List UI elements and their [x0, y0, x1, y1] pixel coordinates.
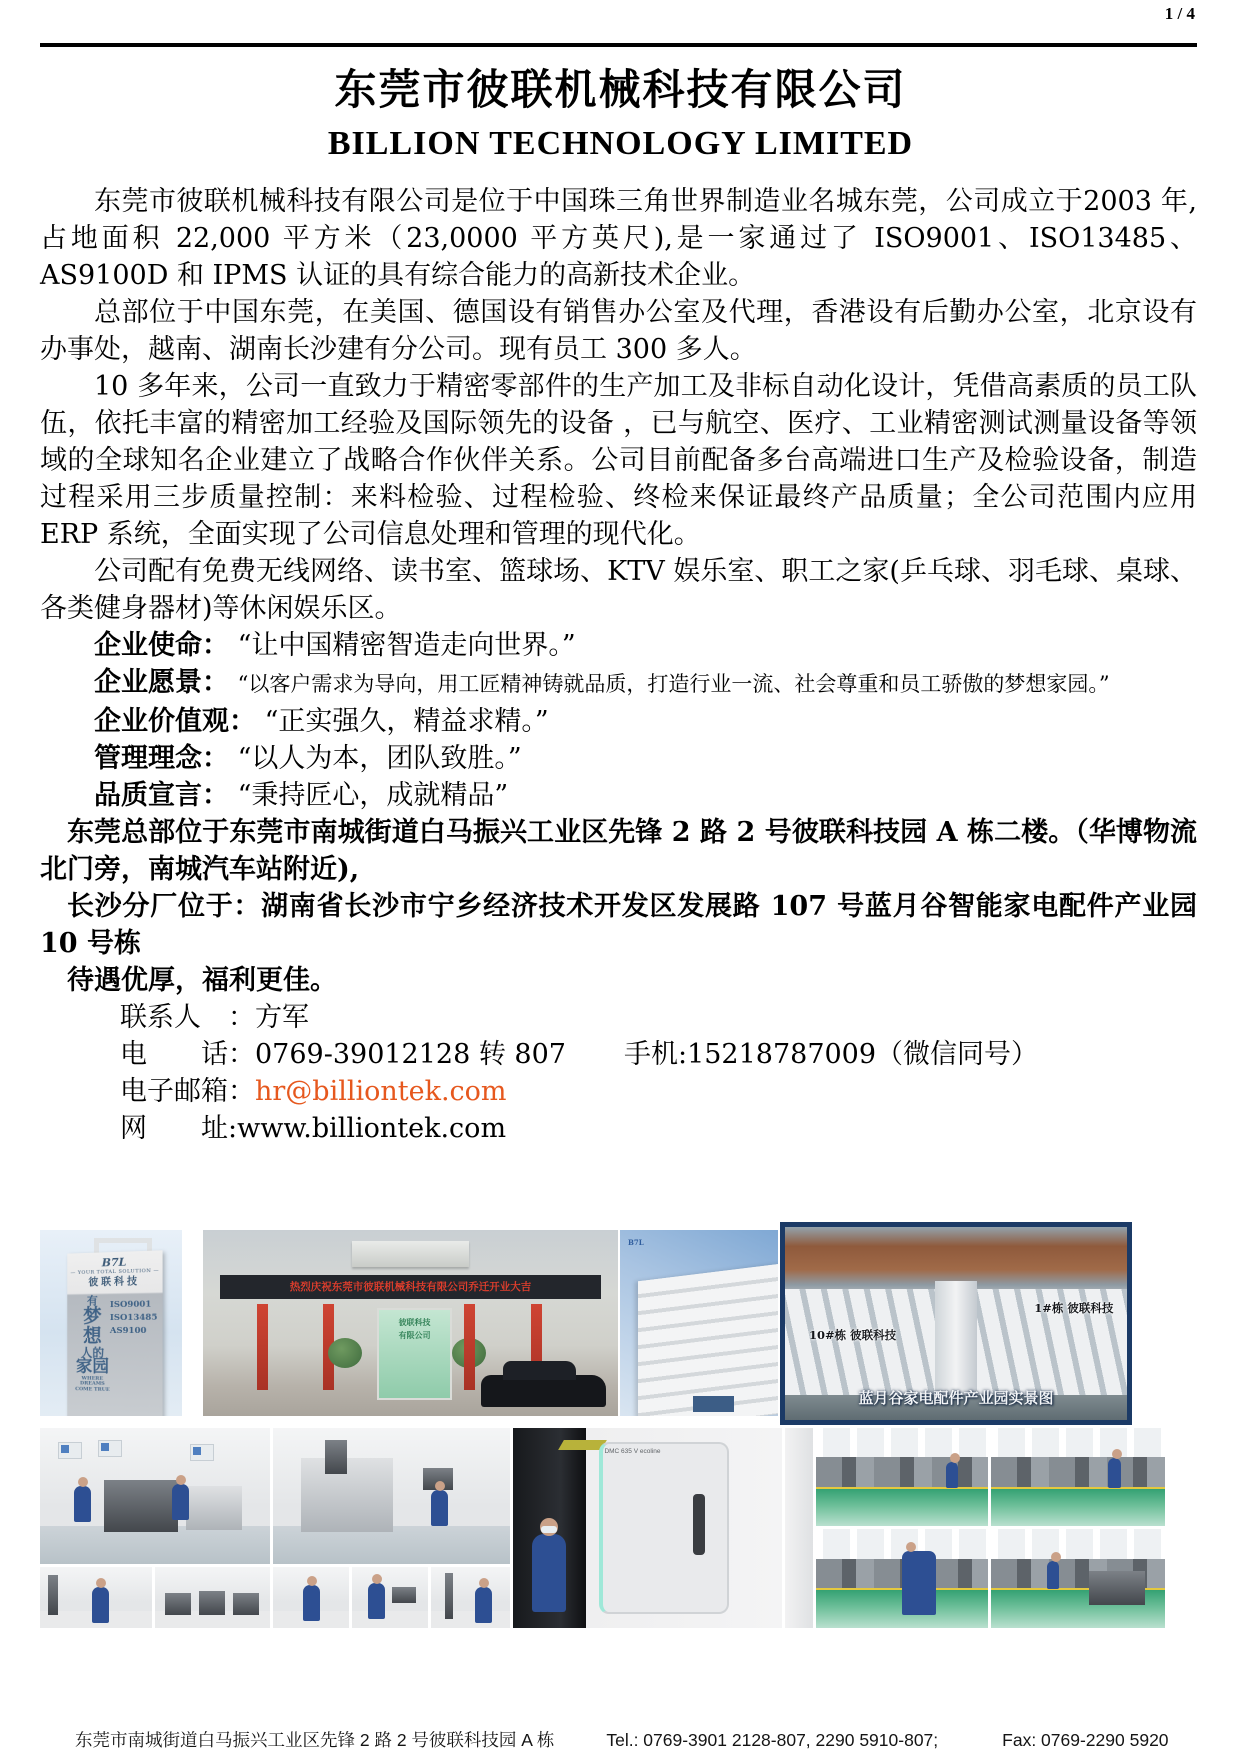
photo-factory-floor-2 [991, 1428, 1165, 1526]
vision-quote: “以客户需求为导向，用工匠精神铸就品质，打造行业一流、社会尊重和员工骄傲的梦想家园。” [237, 672, 1110, 696]
cert-iso9001: ISO9001 [109, 1299, 152, 1311]
wall-poster [58, 1442, 82, 1459]
worker-figure [902, 1551, 936, 1615]
intro-paragraph-2: 总部位于中国东莞，在美国、德国设有销售办公室及代理，香港设有后勤办公室，北京设有办事处，越南、湖南长沙建有分公司。现有员工 300 多人。 [40, 297, 1197, 365]
worker-figure [431, 1490, 448, 1526]
gate-entrance [377, 1308, 452, 1400]
gate-door-text-2: 有限公司 [398, 1329, 431, 1340]
red-banner-strip [257, 1304, 268, 1390]
camera-column [325, 1440, 347, 1474]
sign-word-1: 有 [86, 1294, 98, 1308]
photo-height-gauge [431, 1567, 510, 1628]
worker-figure [368, 1583, 385, 1619]
contact-email-label: 电子邮箱： [120, 1076, 255, 1107]
aerial-center-building [935, 1281, 976, 1401]
photo-probe-work [273, 1567, 349, 1628]
intro-paragraph-4: 公司配有免费无线网络、读书室、篮球场、KTV 娱乐室、职工之家(乒乓球、羽毛球、桌球、各类健身器材)等休闲娱乐区。 [40, 556, 1197, 624]
sign-word-4: 家园 [75, 1356, 110, 1378]
tree [328, 1338, 362, 1368]
contact-web-value: www.billiontek.com [237, 1113, 507, 1144]
sign-brand: 彼联科技 [88, 1276, 141, 1289]
contact-email-line [120, 1073, 1197, 1110]
factory-ceiling [991, 1428, 1165, 1457]
cnc-machine [1089, 1571, 1145, 1605]
machine-row [816, 1457, 988, 1488]
contact-block [120, 999, 1197, 1147]
sign-certifications [110, 1294, 157, 1393]
aerial-label-building1: 1#栋 彼联科技 [1034, 1301, 1114, 1316]
values-line [40, 703, 1197, 740]
photo-factory-gate [203, 1230, 618, 1416]
worker-figure [1047, 1561, 1059, 1589]
b7l-logo: B7L [101, 1255, 127, 1270]
worker-figure [74, 1486, 91, 1522]
contact-phone-line [120, 1036, 1197, 1073]
quality-label: 品质宣言： [94, 780, 229, 811]
document-body [0, 183, 1241, 1197]
green-floor [816, 1487, 988, 1526]
green-floor [991, 1487, 1165, 1526]
photo-row-campus [0, 1222, 1241, 1425]
machine-model-label: DMC 635 V ecoline [604, 1448, 661, 1455]
company-title-cn: 东莞市彼联机械科技有限公司 [334, 65, 907, 114]
page-footer [75, 1727, 1205, 1752]
sign-top-text [67, 1250, 162, 1290]
photo-row-workshop [0, 1428, 1241, 1628]
contact-web-line [120, 1110, 1197, 1147]
building-entrance [693, 1396, 734, 1412]
sign-dream-text [75, 1295, 110, 1392]
worker-figure [475, 1587, 492, 1623]
wall-poster [98, 1440, 122, 1457]
mission-label: 企业使命： [94, 630, 229, 661]
email-link[interactable]: hr@billiontek.com [255, 1076, 507, 1107]
sign-tagline: — YOUR TOTAL SOLUTION — [70, 1267, 160, 1277]
intro-paragraph-3: 10 多年来，公司一直致力于精密零部件的生产加工及非标自动化设计，凭借高素质的员工队伍，依托丰富的精密加工经验及国际领先的设备 ，已与航空、医疗、工业精密测试测量设备等领域的全球知名企业建立了战略合作伙伴关系。公司目前配备多台高端进口生产及检验设备，制造过程采用三步质量控制：来料检验、过程检验、终检来保证最终产品质量；全公司范围内应用 ERP 系统，全面实现了公司信息处理和管理的现代化。 [40, 371, 1197, 550]
photo-operator-laptop [352, 1567, 428, 1628]
vision-line [40, 664, 1197, 703]
lab-machine [165, 1593, 191, 1615]
sign-word-3: 人的 [80, 1345, 105, 1360]
sign-body [67, 1250, 162, 1416]
black-car [481, 1375, 606, 1407]
sign-slogan-en: WHERE DREAMS COME TRUE [75, 1375, 110, 1393]
footer-fax: Fax: 0769-2290 5920 [1002, 1730, 1169, 1750]
lab-machine [233, 1593, 259, 1615]
worker-figure [172, 1484, 189, 1520]
aerial-caption: 蓝月谷家电配件产业园实景图 [858, 1389, 1054, 1408]
building-facade [638, 1263, 778, 1416]
footer-address: 东莞市南城街道白马振兴工业区先锋 2 路 2 号彼联科技园 A 栋 [75, 1730, 555, 1750]
contact-phone-value: 0769-39012128 转 807 [255, 1039, 566, 1070]
values-quote: “正实强久，精益求精。” [264, 706, 549, 737]
gate-led-banner: 热烈庆祝东莞市彼联机械科技有限公司乔迁开业大吉 [220, 1275, 602, 1299]
factory-ceiling [816, 1428, 988, 1457]
photo-factory-floor-1 [816, 1428, 988, 1526]
laptop [392, 1587, 416, 1603]
workbench [186, 1486, 242, 1530]
measuring-machine [301, 1458, 393, 1532]
company-title-en: BILLION TECHNOLOGY LIMITED [327, 125, 914, 162]
cmm-machine [104, 1480, 178, 1532]
gauge-column [445, 1573, 453, 1619]
photo-office-building [620, 1230, 778, 1416]
locations-block [40, 814, 1197, 999]
photo-metrology-lab [155, 1567, 270, 1628]
machine-row [991, 1457, 1165, 1488]
aerial-label-building10: 10#栋 彼联科技 [808, 1328, 897, 1343]
lab-machine [199, 1591, 225, 1615]
management-quote: “以人为本，团队致胜。” [237, 743, 522, 774]
factory-ceiling [991, 1529, 1165, 1559]
contact-web-label: 网 址: [120, 1113, 238, 1144]
header-rule [40, 0, 1197, 47]
footer-tel: Tel.: 0769-3901 2128-807, 2290 5910-807; [606, 1730, 939, 1750]
welfare-line: 待遇优厚，福利更佳。 [67, 965, 337, 996]
worker-figure [92, 1587, 109, 1623]
dongguan-address: 东莞总部位于东莞市南城街道白马振兴工业区先锋 2 路 2 号彼联科技园 A 栋二楼。（华博物流北门旁，南城汽车站附近), [40, 817, 1197, 885]
management-label: 管理理念： [94, 743, 229, 774]
quality-line [40, 777, 1197, 814]
photo-company-sign [40, 1230, 182, 1416]
contact-mobile-value: 手机:15218787009（微信同号） [623, 1039, 1039, 1070]
gate-door-text-1: 彼联科技 [398, 1317, 431, 1328]
photo-inspection-detail [40, 1567, 152, 1628]
room-wall [431, 1567, 510, 1611]
probe-column [48, 1575, 58, 1615]
worker-figure [532, 1534, 566, 1612]
page-number: 1 / 4 [1164, 4, 1195, 23]
contact-person-value: 方军 [255, 1002, 309, 1033]
mission-line [40, 627, 1197, 664]
room-wall [352, 1567, 428, 1611]
gate-roof [352, 1241, 468, 1267]
photo-cmm-inspection-room [40, 1428, 270, 1564]
contact-person-label: 联系人 ： [120, 1002, 255, 1033]
worker-figure [946, 1462, 958, 1488]
worker-figure [1108, 1458, 1121, 1488]
red-banner-strip [464, 1304, 475, 1390]
wall-poster [190, 1444, 214, 1461]
photo-divider-strip [785, 1428, 813, 1628]
cert-iso13485: ISO13485 [109, 1312, 158, 1323]
quality-quote: “秉持匠心，成就精品” [237, 780, 509, 811]
photo-engineer-checklist [816, 1529, 988, 1628]
building-logo: B7L [628, 1238, 644, 1247]
contact-person-line [120, 999, 1197, 1036]
cert-as9100: AS9100 [109, 1325, 147, 1336]
changsha-address: 长沙分厂位于：湖南省长沙市宁乡经济技术开发区发展路 107 号蓝月谷智能家电配件产业园 10 号栋 [40, 891, 1197, 959]
sign-word-2: 梦想 [83, 1304, 102, 1347]
contact-phone-label: 电 话： [120, 1039, 255, 1070]
intro-paragraph-1: 东莞市彼联机械科技有限公司是位于中国珠三角世界制造业名城东莞，公司成立于2003 年,占地面积 22,000 平方米（23,0000 平方英尺),是一家通过了 ISO9001、ISO13485、AS9100D 和 IPMS 认证的具有综合能力的高新技术企业。 [40, 186, 1197, 291]
photo-factory-floor-3 [991, 1529, 1165, 1628]
mission-quote: “让中国精密智造走向世界。” [237, 630, 576, 661]
vision-label: 企业愿景： [94, 667, 229, 698]
sign-slogan [67, 1288, 162, 1394]
values-label: 企业价值观： [94, 706, 256, 737]
photo-cnc-machine-operator [513, 1428, 782, 1628]
photo-video-measuring [273, 1428, 510, 1564]
machine-door [599, 1442, 729, 1614]
management-line [40, 740, 1197, 777]
worker-figure [303, 1585, 320, 1621]
photo-industrial-park-aerial [780, 1222, 1132, 1425]
